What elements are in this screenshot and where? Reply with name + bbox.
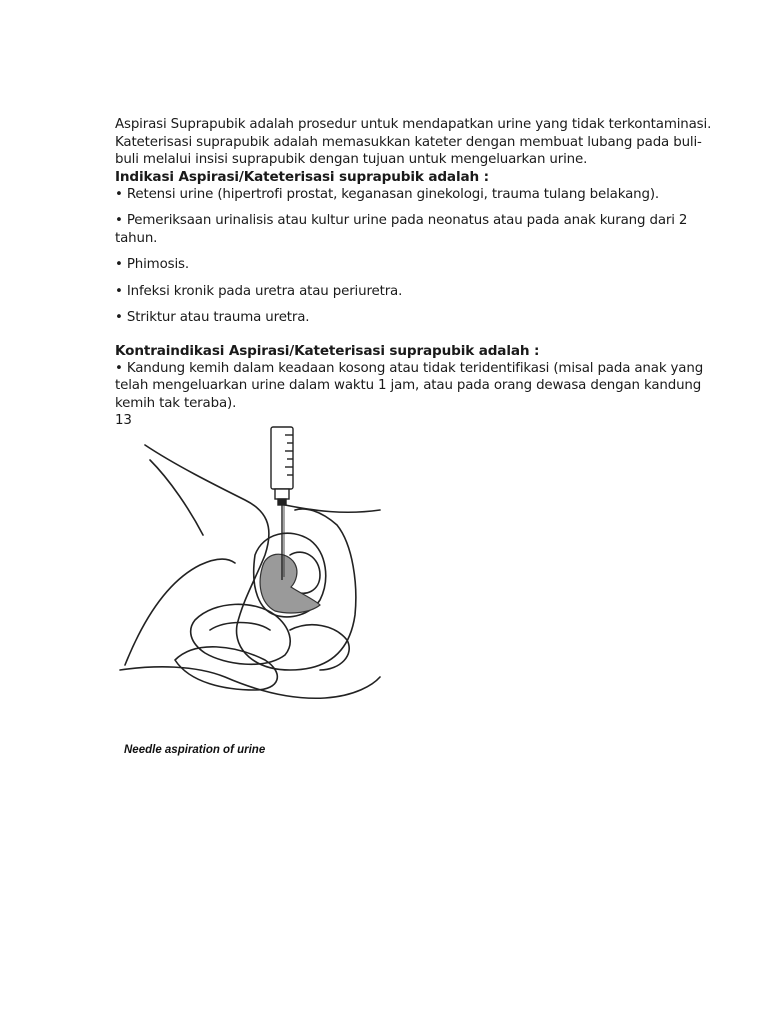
pubic-curve [150,460,203,535]
needle-aspiration-illustration [115,415,385,745]
document-text [115,116,715,430]
list-item: • Pemeriksaan urinalisis atau kultur urine pada neonatus atau pada anak kurang dari 2 tahun. [115,213,688,246]
contraindications-heading: Kontraindikasi Aspirasi/Kateterisasi suprapubik adalah : [115,342,540,359]
abdominal-wall-outline [145,445,356,670]
figure-caption: Needle aspiration of urine [124,744,266,756]
syringe-tip [278,499,286,505]
intro-paragraph [115,116,715,169]
list-item: • Retensi urine (hipertrofi prostat, keganasan ginekologi, trauma tulang belakang). [115,186,660,202]
list-item: • Striktur atau trauma uretra. [115,310,310,325]
indications-list [115,186,715,327]
page-number: 13 [115,413,132,428]
syringe-hub [275,489,289,499]
needle-aspiration-figure [115,415,385,765]
indications-heading: Indikasi Aspirasi/Kateterisasi suprapubik adalah : [115,168,489,185]
lower-body-outline [120,667,380,698]
bladder-urine-fill [260,554,320,613]
intro-line-kateterisasi: Kateterisasi suprapubik adalah memasukkan kateter dengan membuat lubang pada buli-buli melalui insisi suprapubik dengan tujuan untuk mengeluarkan urine. [115,134,702,167]
syringe-barrel [271,427,293,489]
contraindications-item: • Kandung kemih dalam keadaan kosong atau tidak teridentifikasi (misal pada anak yang telah mengeluarkan urine dalam waktu 1 jam, atau pada orang dewasa dengan kandung kemih tak teraba). [115,360,704,411]
list-item: • Phimosis. [115,257,189,272]
list-item: • Infeksi kronik pada uretra atau periuretra. [115,283,403,299]
intestine-loop-right [290,625,349,670]
pelvic-curve [125,559,235,665]
syringe [271,427,293,505]
intro-line-aspirasi: Aspirasi Suprapubik adalah prosedur untuk mendapatkan urine yang tidak terkontaminasi. [115,117,712,132]
intestine-fold [210,623,270,631]
